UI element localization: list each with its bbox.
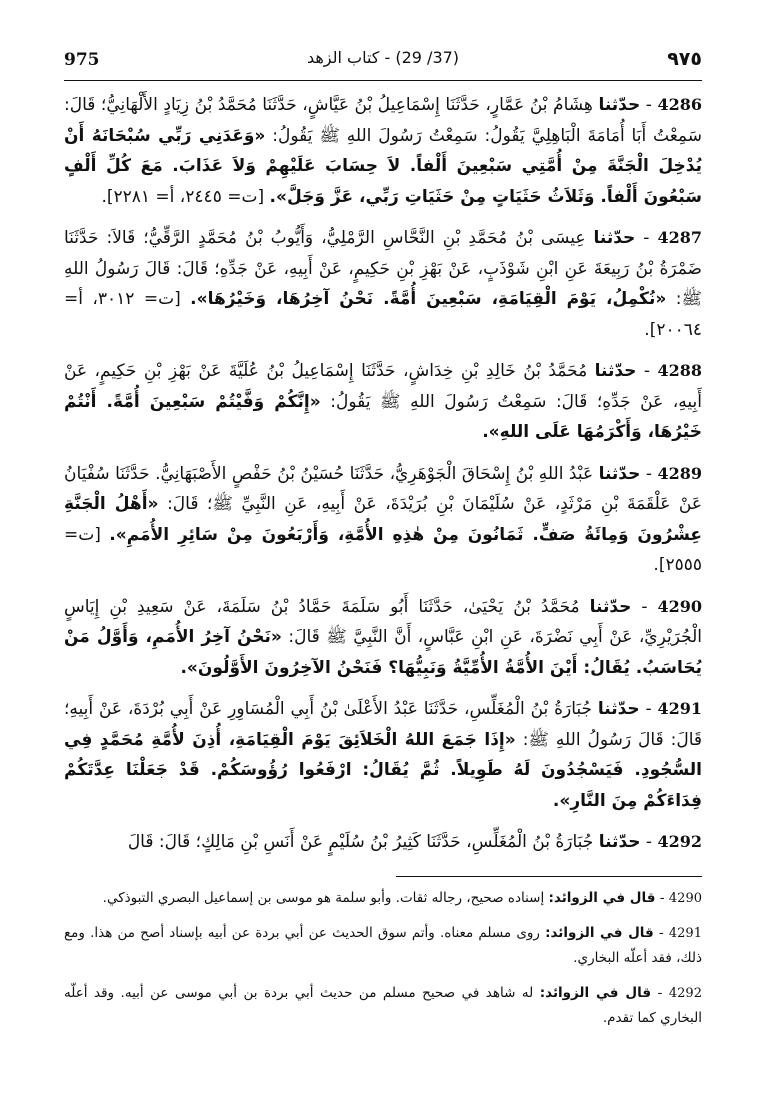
hadith-entry: 4291 - حدّثنا جُبَارَةُ بْنُ الْمُغَلِّسِ، حَدَّثَنَا عَبْدُ الأَعْلَىٰ بْنُ أَبِي الْمُسَاوِرِ عَنْ أَبِي بُرْدَةَ، عَنْ أَبِيهِ؛ قَالَ: قَالَ رَسُولُ اللهِ ﷺ: «إِذَا جَمَعَ اللهُ الْخَلاَئِقَ يَوْمَ الْقِيَامَةِ، أُذِنَ لأُمَّةِ مُحَمَّدٍ فِي السُّجُودِ. فَيَسْجُدُونَ لَهُ طَوِيلاً. ثُمَّ يُقَالُ: ارْفَعُوا رُؤُوسَكُمْ. قَدْ جَعَلْنَا عِدَّتَكُمْ فِدَاءَكُمْ مِنَ النَّارِ».	[64, 699, 703, 811]
hadith-number: 4290	[657, 596, 702, 616]
page-number-arabic: ٩٧٥	[667, 48, 702, 70]
hadith-opener: حدّثنا	[598, 463, 641, 484]
hadith-opener: حدّثنا	[597, 699, 640, 719]
hadith-opener: حدّثنا	[598, 95, 641, 115]
hadith-isnad: جُبَارَةُ بْنُ الْمُغَلِّسِ، حَدَّثَنَا عَبْدُ الأَعْلَىٰ بْنُ أَبِي الْمُسَاوِرِ عَنْ أَبِي بُرْدَةَ، عَنْ أَبِيهِ؛ قَالَ: قَالَ رَسُولُ اللهِ ﷺ:	[64, 699, 703, 750]
footnote-list	[64, 886, 702, 1041]
page-header	[64, 40, 702, 81]
hadith-entry: 4290 - حدّثنا مُحَمَّدُ بْنُ يَحْيَىٰ، حَدَّثَنَا أَبُو سَلَمَةَ حَمَّادُ بْنُ سَلَمَةَ، عَنْ سَعِيدِ بْنِ إِيَاسٍ الْجُرَيْرِيِّ، عَنْ أَبِي نَضْرَةَ، عَنِ ابْنِ عَبَّاسٍ، أَنَّ النَّبِيَّ ﷺ قَالَ: «نَحْنُ آخِرُ الأُمَمِ، وَأَوَّلُ مَنْ يُحَاسَبُ. يُقَالُ: أَيْنَ الأُمَّةُ الأُمِّيَّةُ وَنَبِيُّهَا؟ فَنَحْنُ الآخِرُونَ الأَوَّلُونَ».	[64, 596, 702, 678]
page-number-latin: 975	[64, 50, 100, 70]
footnote-number: 4290	[668, 891, 702, 906]
hadith-list	[64, 90, 702, 869]
hadith-opener: حدّثنا	[598, 832, 641, 852]
footnote-number: 4292	[668, 986, 702, 1001]
hadith-number: 4292	[657, 832, 702, 851]
hadith-number: 4288	[657, 361, 702, 380]
footnote: 4292 - قال في الزوائد: له شاهد في صحيح مسلم من حديث أبي بردة بن أبي موسى عن أبيه. وقد أعلّه البخاري كما تقدم.	[64, 985, 702, 1026]
hadith-matn: «إِذَا جَمَعَ اللهُ الْخَلاَئِقَ يَوْمَ الْقِيَامَةِ، أُذِنَ لأُمَّةِ مُحَمَّدٍ فِي السُّجُودِ. فَيَسْجُدُونَ لَهُ طَوِيلاً. ثُمَّ يُقَالُ: ارْفَعُوا رُؤُوسَكُمْ. قَدْ جَعَلْنَا عِدَّتَكُمْ فِدَاءَكُمْ مِنَ النَّارِ».	[64, 729, 702, 811]
hadith-matn: «وَعَدَنِي رَبِّي سُبْحَانَهُ أَنْ يُدْخِلَ الْجَنَّةَ مِنْ أُمَّتِي سَبْعِينَ أَلْفاً. لاَ حِسَابَ عَلَيْهِمْ وَلاَ عَذَابَ. مَعَ كُلِّ أَلْفٍ سَبْعُونَ أَلْفاً. وَثَلاَثُ حَثَيَاتٍ مِنْ حَثَيَاتِ رَبِّي، عَزَّ وَجَلَّ».	[64, 125, 702, 207]
hadith-isnad: جُبَارَةُ بْنُ الْمُغَلِّسِ، حَدَّثَنَا كَثِيرُ بْنُ سُلَيْمٍ عَنْ أَنَسِ بْنِ مَالِكٍ؛ قَالَ: قَالَ	[127, 832, 594, 852]
footnote-text: إسناده صحيح، رجاله ثقات. وأبو سلمة هو موسى بن إسماعيل البصري التبوذكي.	[102, 890, 545, 906]
hadith-isnad: مُحَمَّدُ بْنُ يَحْيَىٰ، حَدَّثَنَا أَبُو سَلَمَةَ حَمَّادُ بْنُ سَلَمَةَ، عَنْ سَعِيدِ بْنِ إِيَاسٍ الْجُرَيْرِيِّ، عَنْ أَبِي نَضْرَةَ، عَنِ ابْنِ عَبَّاسٍ، أَنَّ النَّبِيَّ ﷺ قَالَ:	[64, 596, 702, 647]
hadith-number: 4289	[657, 463, 702, 483]
footnote-label: قال في الزوائد:	[539, 985, 652, 1001]
footnote-text: روى مسلم معناه. وأتم سوق الحديث عن أبي بردة عن أبيه بإسناد أصح من هذا. ومع ذلك، فقد أعلّه البخاري.	[64, 925, 702, 966]
hadith-matn: «نُكْمِلُ، يَوْمَ الْقِيَامَةِ، سَبْعِينَ أُمَّةً. نَحْنُ آخِرُهَا، وَخَيْرُهَا».	[190, 289, 667, 309]
hadith-entry: 4289 - حدّثنا عَبْدُ اللهِ بْنُ إِسْحَاقَ الْجَوْهَرِيُّ، حَدَّثَنَا حُسَيْنُ بْنُ حَفْصٍ الأَصْبَهَانِيُّ. حَدَّثَنَا سُفْيَانُ عَنْ عَلْقَمَةَ بْنِ مَرْثَدٍ، عَنْ سُلَيْمَانَ بْنِ بُرَيْدَةَ، عَنْ أَبِيهِ، عَنِ النَّبِيِّ ﷺ؛ قَالَ: «أَهْلُ الْجَنَّةِ عِشْرُونَ وَمِائَةُ صَفٍّ. ثَمَانُونَ مِنْ هٰذِهِ الأُمَّةِ، وَأَرْبَعُونَ مِنْ سَائِرِ الأُمَمِ». [ت= ٢٥٥٥].	[64, 463, 703, 575]
hadith-opener: حدّثنا	[594, 361, 637, 381]
hadith-isnad: عِيسَى بْنُ مُحَمَّدِ بْنِ النَّحَّاسِ الرَّمْلِيُّ، وَأَيُّوبُ بْنُ مُحَمَّدٍ الرَّقِّيُّ؛ قَالاَ: حَدَّثَنَا ضَمْرَةُ بْنُ رَبِيعَةَ عَنِ ابْنِ شَوْذَبٍ، عَنْ بَهْزِ بْنِ حَكِيمٍ، عَنْ أَبِيهِ، عَنْ جَدِّهِ؛ قَالَ: قَالَ رَسُولُ اللهِ ﷺ:	[64, 228, 702, 309]
footnote-divider	[396, 876, 702, 877]
hadith-isnad: هِشَامُ بْنُ عَمَّارٍ، حَدَّثَنَا إِسْمَاعِيلُ بْنُ عَيَّاشٍ، حَدَّثَنَا مُحَمَّدُ بْنُ زِيَادٍ الأَلْهَانِيُّ؛ قَالَ: سَمِعْتُ أَبَا أُمَامَةَ الْبَاهِلِيَّ يَقُولُ: سَمِعْتُ رَسُولَ اللهِ ﷺ يَقُولُ:	[64, 95, 703, 146]
hadith-opener: حدّثنا	[589, 596, 632, 617]
footnote-label: قال في الزوائد:	[545, 925, 654, 941]
hadith-reference: [ت= ٣٠١٢، أ= ٢٠٠٦٤].	[64, 289, 702, 340]
hadith-isnad: عَبْدُ اللهِ بْنُ إِسْحَاقَ الْجَوْهَرِيُّ، حَدَّثَنَا حُسَيْنُ بْنُ حَفْصٍ الأَصْبَهَانِيُّ. حَدَّثَنَا سُفْيَانُ عَنْ عَلْقَمَةَ بْنِ مَرْثَدٍ، عَنْ سُلَيْمَانَ بْنِ بُرَيْدَةَ، عَنْ أَبِيهِ، عَنِ النَّبِيِّ ﷺ؛ قَالَ:	[64, 463, 703, 514]
hadith-number: 4286	[657, 95, 702, 114]
hadith-entry: 4292 - حدّثنا جُبَارَةُ بْنُ الْمُغَلِّسِ، حَدَّثَنَا كَثِيرُ بْنُ سُلَيْمٍ عَنْ أَنَسِ بْنِ مَالِكٍ؛ قَالَ: قَالَ	[127, 832, 702, 852]
hadith-isnad: مُحَمَّدُ بْنُ خَالِدِ بْنِ خِدَاشٍ، حَدَّثَنَا إِسْمَاعِيلُ بْنُ عُلَيَّةَ عَنْ بَهْزِ بْنِ حَكِيمٍ، عَنْ أَبِيهِ، عَنْ جَدِّهِ؛ قَالَ: سَمِعْتُ رَسُولَ اللهِ ﷺ يَقُولُ:	[64, 361, 702, 412]
hadith-opener: حدّثنا	[593, 228, 636, 248]
footnote-number: 4291	[668, 926, 702, 941]
hadith-entry: 4288 - حدّثنا مُحَمَّدُ بْنُ خَالِدِ بْنِ خِدَاشٍ، حَدَّثَنَا إِسْمَاعِيلُ بْنُ عُلَيَّةَ عَنْ بَهْزِ بْنِ حَكِيمٍ، عَنْ أَبِيهِ، عَنْ جَدِّهِ؛ قَالَ: سَمِعْتُ رَسُولَ اللهِ ﷺ يَقُولُ: «إِنَّكُمْ وَفَّيْتُمْ سَبْعِينَ أُمَّةً. أَنْتُمْ خَيْرُهَا، وَأَكْرَمُهَا عَلَى اللهِ».	[64, 361, 702, 442]
footnote: 4290 - قال في الزوائد: إسناده صحيح، رجاله ثقات. وأبو سلمة هو موسى بن إسماعيل البصري التبوذكي.	[102, 890, 702, 906]
hadith-reference: [ت= ٢٥٥٥].	[64, 524, 702, 575]
footnote-text: له شاهد في صحيح مسلم من حديث أبي بردة بن أبي موسى عن أبيه. وقد أعلّه البخاري كما تقدم.	[64, 985, 702, 1026]
hadith-entry: 4287 - حدّثنا عِيسَى بْنُ مُحَمَّدِ بْنِ النَّحَّاسِ الرَّمْلِيُّ، وَأَيُّوبُ بْنُ مُحَمَّدٍ الرَّقِّيُّ؛ قَالاَ: حَدَّثَنَا ضَمْرَةُ بْنُ رَبِيعَةَ عَنِ ابْنِ شَوْذَبٍ، عَنْ بَهْزِ بْنِ حَكِيمٍ، عَنْ أَبِيهِ، عَنْ جَدِّهِ؛ قَالَ: قَالَ رَسُولُ اللهِ ﷺ: «نُكْمِلُ، يَوْمَ الْقِيَامَةِ، سَبْعِينَ أُمَّةً. نَحْنُ آخِرُهَا، وَخَيْرُهَا». [ت= ٣٠١٢، أ= ٢٠٠٦٤].	[64, 228, 702, 340]
hadith-entry: 4286 - حدّثنا هِشَامُ بْنُ عَمَّارٍ، حَدَّثَنَا إِسْمَاعِيلُ بْنُ عَيَّاشٍ، حَدَّثَنَا مُحَمَّدُ بْنُ زِيَادٍ الأَلْهَانِيُّ؛ قَالَ: سَمِعْتُ أَبَا أُمَامَةَ الْبَاهِلِيَّ يَقُولُ: سَمِعْتُ رَسُولَ اللهِ ﷺ يَقُولُ: «وَعَدَنِي رَبِّي سُبْحَانَهُ أَنْ يُدْخِلَ الْجَنَّةَ مِنْ أُمَّتِي سَبْعِينَ أَلْفاً. لاَ حِسَابَ عَلَيْهِمْ وَلاَ عَذَابَ. مَعَ كُلِّ أَلْفٍ سَبْعُونَ أَلْفاً. وَثَلاَثُ حَثَيَاتٍ مِنْ حَثَيَاتِ رَبِّي، عَزَّ وَجَلَّ». [ت= ٢٤٤٥، أ= ٢٢٨١].	[64, 95, 703, 207]
hadith-matn: «نَحْنُ آخِرُ الأُمَمِ، وَأَوَّلُ مَنْ يُحَاسَبُ. يُقَالُ: أَيْنَ الأُمَّةُ الأُمِّيَّةُ وَنَبِيُّهَا؟ فَنَحْنُ الآخِرُونَ الأَوَّلُونَ».	[64, 627, 702, 678]
footnote-label: قال في الزوائد:	[548, 890, 656, 906]
footnote: 4291 - قال في الزوائد: روى مسلم معناه. وأتم سوق الحديث عن أبي بردة عن أبيه بإسناد أصح من هذا. ومع ذلك، فقد أعلّه البخاري.	[64, 925, 702, 966]
hadith-number: 4291	[657, 699, 702, 718]
hadith-number: 4287	[657, 228, 702, 247]
hadith-matn: «إِنَّكُمْ وَفَّيْتُمْ سَبْعِينَ أُمَّةً. أَنْتُمْ خَيْرُهَا، وَأَكْرَمُهَا عَلَى اللهِ».	[64, 391, 702, 442]
hadith-matn: «أَهْلُ الْجَنَّةِ عِشْرُونَ وَمِائَةُ صَفٍّ. ثَمَانُونَ مِنْ هٰذِهِ الأُمَّةِ، وَأَرْبَعُونَ مِنْ سَائِرِ الأُمَمِ».	[64, 494, 702, 545]
hadith-reference: [ت= ٢٤٤٥، أ= ٢٢٨١].	[101, 186, 265, 207]
running-title: (37/ 29) - كتاب الزهد	[306, 48, 460, 67]
